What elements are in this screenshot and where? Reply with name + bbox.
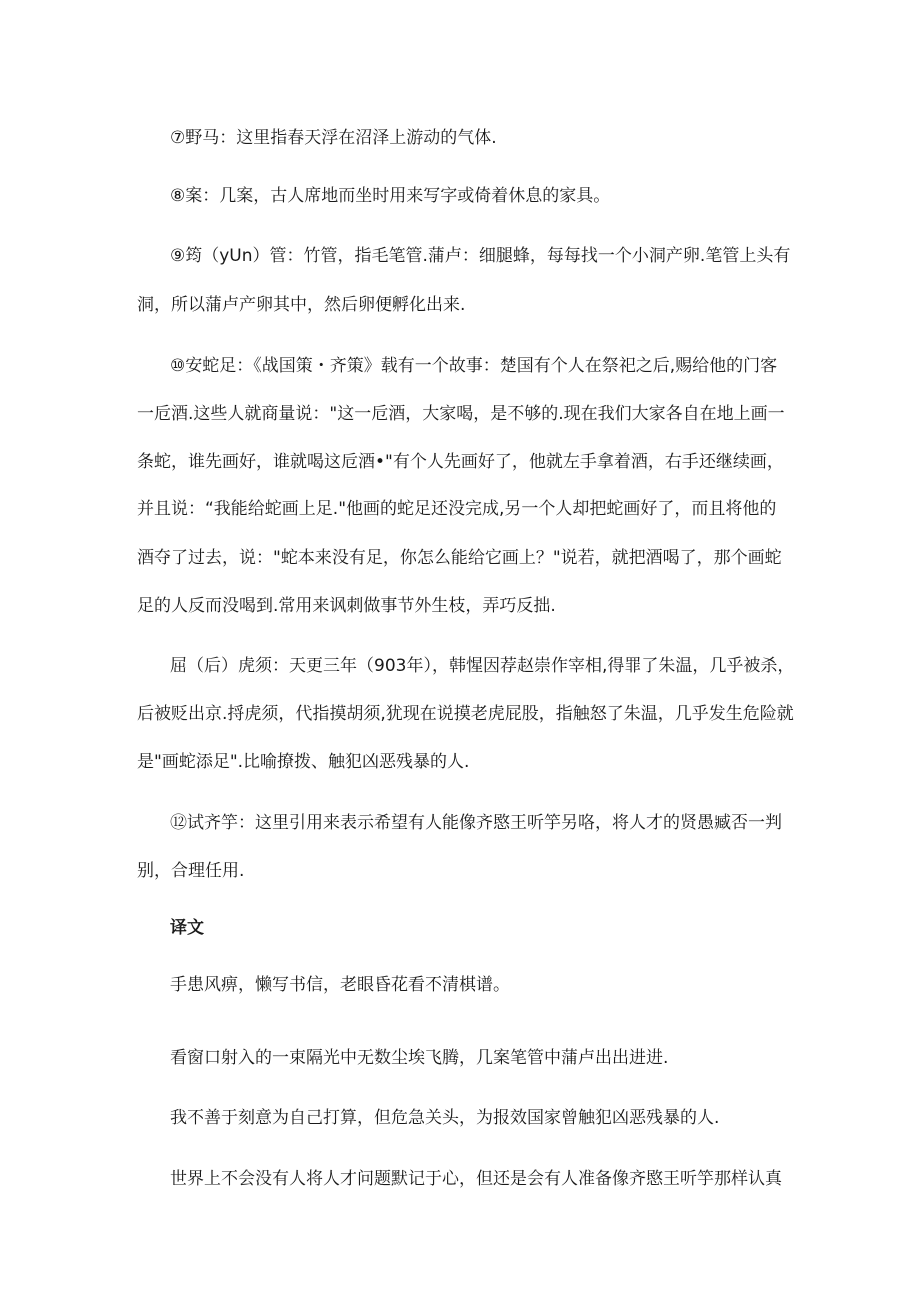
note-11-line-3: 是"画蛇添足".比喻撩拨、触犯凶恶残暴的人. [137, 752, 470, 772]
note-10-line-3: 条蛇，谁先画好，谁就喝这卮酒•"有个人先画好了，他就左手拿着酒，右手还继续画， [137, 452, 784, 472]
translation-paragraph-2: 看窗口射入的一束隔光中无数尘埃飞腾，几案笔管中蒲卢出出进进. [170, 1048, 669, 1068]
note-10-line-4: 并且说：“我能给蛇画上足."他画的蛇足还没完成,另一个人却把蛇画好了，而且将他的 [137, 499, 777, 519]
note-12-line-1: ⑫试齐竽：这里引用来表示希望有人能像齐愍王听竽另咯，将人才的贤愚臧否一判 [170, 813, 782, 833]
note-9-line-1: ⑨筠（yUn）管：竹管，指毛笔管.蒲卢：细腿蜂，每每找一个小洞产卵.笔管上头有 [170, 246, 791, 266]
note-11-line-1: 屈（后）虎须：天更三年（903年），韩惺因荐赵崇作宰相,得罪了朱温，几乎被杀， [170, 656, 795, 676]
translation-paragraph-3: 我不善于刻意为自己打算，但危急关头，为报效国家曾触犯凶恶残暴的人. [170, 1108, 720, 1128]
note-10-line-1: ⑩安蛇足：《战国策・齐策》载有一个故事：楚国有个人在祭祀之后,赐给他的门客 [170, 356, 778, 376]
note-10-line-2: 一卮酒.这些人就商量说："这一卮酒，大家喝，是不够的.现在我们大家各自在地上画一 [137, 404, 785, 424]
translation-paragraph-1: 手患风痹，懒写书信，老眼昏花看不清棋谱。 [170, 975, 510, 995]
note-12-line-2: 别，合理任用. [137, 861, 245, 881]
note-9-line-2: 洞，所以蒲卢产卵其中，然后卵便孵化出来. [137, 295, 466, 315]
translation-heading: 译文 [170, 918, 204, 938]
note-7-line-1: ⑦野马：这里指春天浮在沼泽上游动的气体. [170, 128, 497, 148]
note-10-line-5: 酒夺了过去，说："蛇本来没有足，你怎么能给它画上？"说若，就把酒喝了，那个画蛇 [137, 548, 782, 568]
note-8-line-1: ⑧案：几案，古人席地而坐时用来写字或倚着休息的家具。 [170, 186, 611, 206]
note-11-line-2: 后被贬出京.捋虎须，代指摸胡须,犹现在说摸老虎屁股，指触怒了朱温，几乎发生危险就 [137, 704, 794, 724]
note-10-line-6: 足的人反而没喝到.常用来讽刺做事节外生枝，弄巧反拙. [137, 596, 556, 616]
translation-paragraph-4: 世界上不会没有人将人才问题默记于心，但还是会有人准备像齐愍王听竽那样认真 [170, 1169, 782, 1189]
